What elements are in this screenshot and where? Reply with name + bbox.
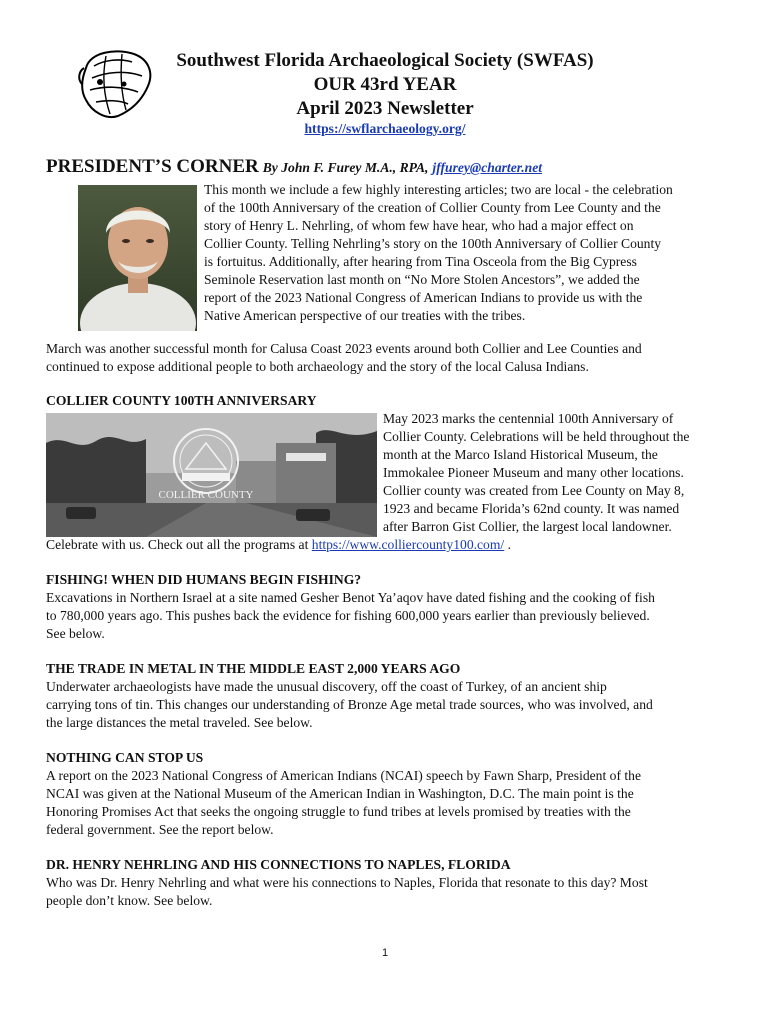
text-line: carrying tons of tin. This changes our understanding of Bronze Age metal trade sources, who was involved, and <box>46 697 653 712</box>
fishing-heading: FISHING! WHEN DID HUMANS BEGIN FISHING? <box>46 572 362 587</box>
collier-county-street-photo <box>46 413 377 537</box>
nothing-heading: NOTHING CAN STOP US <box>46 750 204 765</box>
nothing-paragraph <box>46 767 746 839</box>
celebrate-text: Celebrate with us. Check out all the programs at <box>46 537 309 552</box>
text-line: Collier County. Telling Nehrling’s story on the 100th Anniversary of Collier County <box>204 236 662 251</box>
text-line: federal government. See the report below. <box>46 822 274 837</box>
text-line: Honoring Promises Act that seeks the ongoing struggle to fund tribes at levels promised by treaties with the <box>46 804 631 819</box>
issue-line: April 2023 Newsletter <box>296 98 474 119</box>
text-line: report of the 2023 National Congress of American Indians to provide us with the <box>204 290 643 305</box>
trade-heading: THE TRADE IN METAL IN THE MIDDLE EAST 2,000 YEARS AGO <box>46 661 461 676</box>
org-title: Southwest Florida Archaeological Society (SWFAS) <box>176 50 594 71</box>
collier-heading: COLLIER COUNTY 100TH ANNIVERSARY <box>46 393 317 408</box>
text-line: is fortuitus. Additionally, after hearing from Tina Osceola from the Big Cypress <box>204 254 637 269</box>
collier-image-caption: COLLIER COUNTY <box>158 489 254 501</box>
presidents-paragraph-1 <box>204 181 734 325</box>
text-line: people don’t know. See below. <box>46 893 213 908</box>
colliercounty100-link[interactable]: https://www.colliercounty100.com/ <box>311 537 505 552</box>
text-line: Collier County. Celebrations will be held throughout the <box>383 429 690 444</box>
text-line: the large distances the metal traveled. See below. <box>46 715 313 730</box>
presidents-corner-heading: PRESIDENT’S CORNER <box>46 156 259 177</box>
text-line: This month we include a few highly interesting articles; two are local - the celebration <box>204 182 673 197</box>
text-line: of the 100th Anniversary of the creation of Collier County from Lee County and the <box>204 200 661 215</box>
text-line: story of Henry L. Nehrling, of whom few have hear, who had a major effect on <box>204 218 634 233</box>
text-line: See below. <box>46 626 105 641</box>
celebrate-period: . <box>507 537 512 552</box>
fishing-paragraph <box>46 589 746 643</box>
text-line: NCAI was given at the National Museum of the American Indian in Washington, D.C. The main point is the <box>46 786 634 801</box>
nehrling-paragraph <box>46 874 746 910</box>
byline: By John F. Furey M.A., RPA, <box>262 160 429 175</box>
collier-celebrate-line <box>46 536 511 554</box>
text-line: after Barron Gist Collier, the largest local landowner. <box>383 519 672 534</box>
text-line: Seminole Reservation last month on “No More Stolen Ancestors”, we added the <box>204 272 640 287</box>
text-line: Collier county was created from Lee County on May 8, <box>383 483 685 498</box>
presidents-corner-heading-line <box>46 156 542 178</box>
page-number: 1 <box>381 947 389 959</box>
text-line: Underwater archaeologists have made the unusual discovery, off the coast of Turkey, of an ancient ship <box>46 679 607 694</box>
text-line: May 2023 marks the centennial 100th Anniversary of <box>383 411 674 426</box>
nehrling-heading: DR. HENRY NEHRLING AND HIS CONNECTIONS TO NAPLES, FLORIDA <box>46 857 511 872</box>
text-line: month at the Marco Island Historical Museum, the <box>383 447 658 462</box>
text-line: continued to expose additional people to both archaeology and the story of the local Calusa Indians. <box>46 359 589 374</box>
year-line: OUR 43rd YEAR <box>313 74 457 95</box>
text-line: Who was Dr. Henry Nehrling and what were his connections to Naples, Florida that resonate to this day? Most <box>46 875 648 890</box>
email-link[interactable]: jffurey@charter.net <box>432 160 543 175</box>
text-line: to 780,000 years ago. This pushes back the evidence for fishing 600,000 years earlier than previously believed. <box>46 608 650 623</box>
trade-paragraph <box>46 678 746 732</box>
president-portrait-photo <box>78 185 197 331</box>
text-line: Excavations in Northern Israel at a site named Gesher Benot Ya’aqov have dated fishing and the cooking of fish <box>46 590 655 605</box>
website-link[interactable]: https://swflarchaeology.org/ <box>304 121 466 136</box>
text-line: Native American perspective of our treaties with the tribes. <box>204 308 526 323</box>
presidents-paragraph-2 <box>46 340 746 376</box>
text-line: 1923 and became Florida’s 62nd county. It was named <box>383 501 680 516</box>
text-line: Immokalee Pioneer Museum and many other locations. <box>383 465 684 480</box>
text-line: A report on the 2023 National Congress of American Indians (NCAI) speech by Fawn Sharp, President of the <box>46 768 641 783</box>
text-line: March was another successful month for Calusa Coast 2023 events around both Collier and Lee Counties and <box>46 341 642 356</box>
collier-paragraph <box>383 410 743 536</box>
